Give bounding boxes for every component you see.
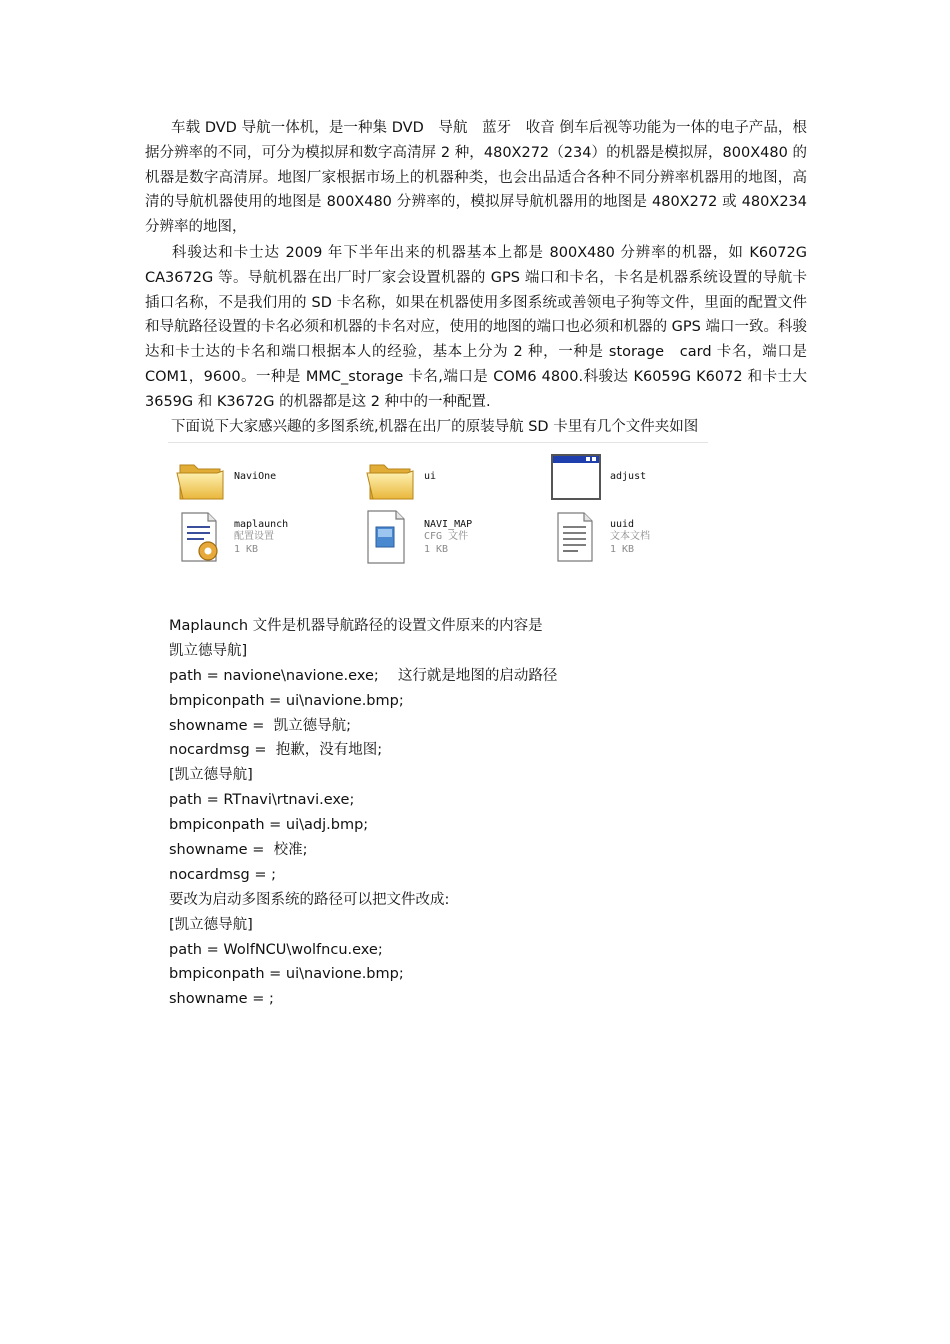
folder-icon bbox=[174, 453, 228, 511]
multi-map-paragraph-text: 下面说下大家感兴趣的多图系统,机器在出厂的原装导航 SD 卡里有几个文件夹如图 bbox=[171, 419, 699, 435]
card-name-paragraph bbox=[145, 241, 807, 415]
config-line: showname = 凯立德导航; bbox=[169, 717, 351, 734]
config-settings-icon bbox=[174, 509, 228, 567]
card-name-paragraph-text: 科骏达和卡士达 2009 年下半年出来的机器基本上都是 800X480 分辨率的机器，如 K6072G CA3672G 等。导航机器在出厂时厂家会设置机器的 GPS 端口和卡名，卡名是机器系统设置的导航卡插口名称，不是我们用的 SD 卡名称，如果在机器使用多图系统或善领电子狗等文件，里面的配置文件和导航路径设置的卡名必须和机器的卡名对应，使用的地图的端口也必须和机器的 GPS 端口一致。科骏达和卡士达的卡名和端口根据本人的经验，基本上分为 2 种，一种是 storage card 卡名，端口是 COM1，9600。一种是 MMC_storage 卡名,端口是 COM6 4800.科骏达 K6059G K6072 和卡士大 3659G 和 K3672G 的机器都是这 2 种中的一种配置. bbox=[145, 245, 807, 410]
config-line: bmpiconpath = ui\navione.bmp; bbox=[169, 966, 404, 983]
config-line: path = navione\navione.exe; 这行就是地图的启动路径 bbox=[169, 667, 558, 684]
config-line: showname = ; bbox=[169, 991, 274, 1008]
file-name: adjust bbox=[610, 471, 647, 482]
config-line: bmpiconpath = ui\adj.bmp; bbox=[169, 817, 369, 834]
config-line: bmpiconpath = ui\navione.bmp; bbox=[169, 692, 404, 709]
config-line: 凯立德导航] bbox=[169, 642, 248, 659]
file-size: 1 KB bbox=[610, 544, 635, 555]
file-item-navione[interactable] bbox=[174, 453, 354, 513]
file-item-uuid[interactable] bbox=[550, 509, 730, 569]
file-size: 1 KB bbox=[234, 544, 259, 555]
intro-paragraph-text: 车载 DVD 导航一体机，是一种集 DVD 导航 蓝牙 收音 倒车后视等功能为一体的电子产品，根据分辨率的不同，可分为模拟屏和数字高清屏 2 种，480X272（234）的机器是模拟屏，800X480 的机器是数字高清屏。地图厂家根据市场上的机器种类，也会出品适合各种不同分辨率机器用的地图，高清的导航机器使用的地图是 800X480 分辨率的，模拟屏导航机器用的地图是 480X272 或 480X234 分辨率的地图， bbox=[145, 120, 807, 236]
multi-map-paragraph bbox=[145, 415, 807, 440]
config-line: path = RTnavi\rtnavi.exe; bbox=[169, 792, 355, 809]
file-size: 1 KB bbox=[424, 544, 449, 555]
file-name: uuid bbox=[610, 519, 635, 530]
file-item-maplaunch[interactable] bbox=[174, 509, 354, 569]
config-line: nocardmsg = 抱歉，没有地图; bbox=[169, 742, 383, 759]
cfg-file-icon bbox=[364, 509, 418, 567]
file-name: ui bbox=[424, 471, 437, 482]
file-item-navi-map[interactable] bbox=[364, 509, 544, 569]
config-line: [凯立德导航] bbox=[169, 916, 253, 933]
text-document-icon bbox=[550, 509, 604, 567]
application-window-icon bbox=[550, 453, 604, 511]
file-type: 配置设置 bbox=[234, 531, 274, 542]
config-line: 要改为启动多图系统的路径可以把文件改成: bbox=[169, 891, 450, 908]
config-line: showname = 校准; bbox=[169, 842, 308, 859]
file-type: CFG 文件 bbox=[424, 531, 469, 542]
file-name: NaviOne bbox=[234, 471, 277, 482]
intro-paragraph bbox=[145, 116, 807, 240]
maplaunch-config-listing bbox=[169, 614, 809, 1012]
file-name: maplaunch bbox=[234, 519, 289, 530]
file-item-ui[interactable] bbox=[364, 453, 544, 513]
file-type: 文本文档 bbox=[610, 531, 650, 542]
folder-icon bbox=[364, 453, 418, 511]
file-item-adjust[interactable] bbox=[550, 453, 730, 513]
file-name: NAVI_MAP bbox=[424, 519, 473, 530]
config-line: Maplaunch 文件是机器导航路径的设置文件原来的内容是 bbox=[169, 618, 543, 634]
sd-card-file-listing bbox=[168, 442, 708, 571]
config-line: path = WolfNCU\wolfncu.exe; bbox=[169, 941, 383, 958]
config-line: nocardmsg = ; bbox=[169, 866, 276, 883]
config-line: [凯立德导航] bbox=[169, 767, 253, 784]
